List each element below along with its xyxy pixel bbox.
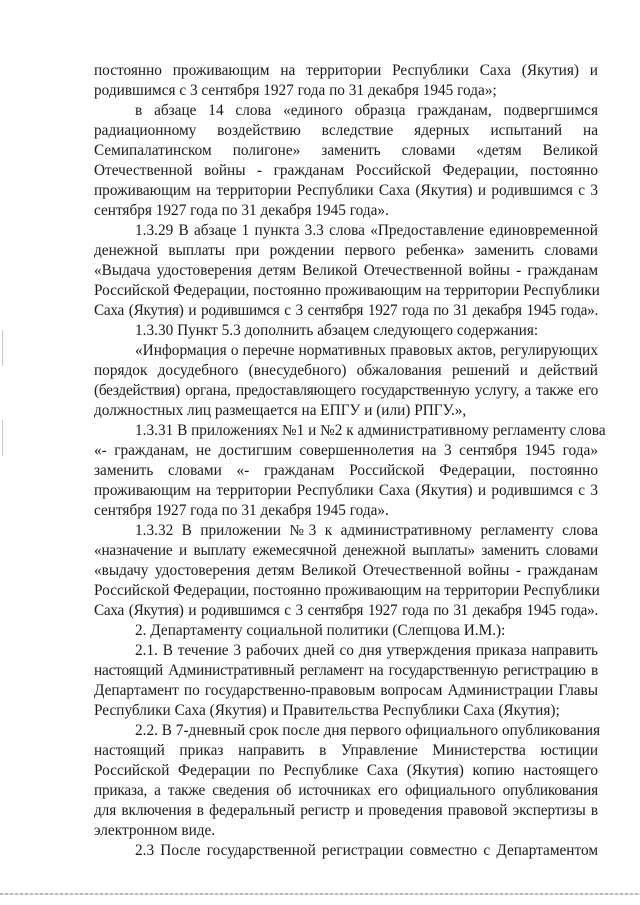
text-line: приказа, а также сведения об источниках его официального опубликования [94,782,598,799]
text-line: сентября 1927 года по 31 декабря 1945 года». [94,502,389,519]
text-line: настоящий Административный регламент на государственную регистрацию в [94,662,598,679]
text-line: «Информация о перечне нормативных правовых актов, регулирующих [135,342,598,359]
text-line: проживающим на территории Республики Саха (Якутия) и родившимся с 3 [94,182,598,199]
text-line: заменить словами «- гражданам Российской Федерации, постоянно [94,462,598,479]
text-line: Отечественной войны - гражданам Российской Федерации, постоянно [94,162,598,179]
text-line: Семипалатинском полигоне» заменить словами «детям Великой [94,142,598,159]
text-line: «назначение и выплату ежемесячной денежной выплаты» заменить словами [94,542,598,559]
text-line: «выдачу удостоверения детям Великой Отечественной войны - гражданам [94,562,598,579]
text-line: «Выдача удостоверения детям Великой Отечественной войны - гражданам [94,262,598,279]
text-line: Саха (Якутия) и родившимся с 3 сентября 1927 года по 31 декабря 1945 года». [94,302,598,319]
scan-margin-mark [2,420,3,456]
text-line: должностных лиц размещается на ЕПГУ и (или) РПГУ.», [94,402,467,419]
text-line: Саха (Якутия) и родившимся с 3 сентября 1927 года по 31 декабря 1945 года». [94,602,598,619]
text-line: постоянно проживающим на территории Республики Саха (Якутия) и [94,62,598,79]
text-line: Российской Федерации, постоянно проживающим на территории Республики [94,582,600,599]
scan-margin-mark [2,330,3,366]
text-line: 1.3.32 В приложении №3 к административному регламенту слова [135,522,598,539]
text-line: Департамент по государственно-правовым вопросам Администрации Главы [94,682,598,699]
text-line: Российской Федерации, постоянно проживающим на территории Республики [94,282,600,299]
text-line: родившимся с 3 сентября 1927 года по 31 декабря 1945 года»; [94,82,497,99]
text-line: 2.3 После государственной регистрации совместно с Департаментом [135,842,598,859]
text-line: «- гражданам, не достигшим совершеннолетия на 3 сентября 1945 года» [94,442,598,459]
text-line: Республики Саха (Якутия) и Правительства Республики Саха (Якутия); [94,702,560,719]
text-line: радиационному воздействию вследствие ядерных испытаний на [94,122,598,139]
scan-bottom-edge [0,893,640,895]
text-line: 2.1. В течение 3 рабочих дней со дня утверждения приказа направить [135,642,598,659]
text-line: электронном виде. [94,822,216,839]
text-line: 2. Департаменту социальной политики (Слепцова И.М.): [135,622,506,639]
text-line: 1.3.31 В приложениях №1 и №2 к административному регламенту слова [135,422,606,439]
text-line: проживающим на территории Республики Саха (Якутия) и родившимся с 3 [94,482,598,499]
text-line: 1.3.30 Пункт 5.3 дополнить абзацем следующего содержания: [135,322,539,339]
text-line: сентября 1927 года по 31 декабря 1945 года». [94,202,389,219]
text-line: (бездействия) органа, предоставляющего государственную услугу, а также его [94,382,598,399]
text-line: 1.3.29 В абзаце 1 пункта 3.3 слова «Предоставление единовременной [135,222,598,239]
text-line: для включения в федеральный регистр и проведения правовой экспертизы в [94,802,598,819]
text-line: Российской Федерации по Республике Саха (Якутия) копию настоящего [94,762,598,779]
text-line: настоящий приказ направить в Управление Министерства юстиции [94,742,598,759]
text-line: денежной выплаты при рождении первого ребенка» заменить словами [94,242,598,259]
text-line: в абзаце 14 слова «единого образца гражданам, подвергшимся [135,102,598,119]
text-line: порядок досудебного (внесудебного) обжалования решений и действий [94,362,598,379]
text-line: 2.2. В 7-дневный срок после дня первого официального опубликования [135,722,601,739]
